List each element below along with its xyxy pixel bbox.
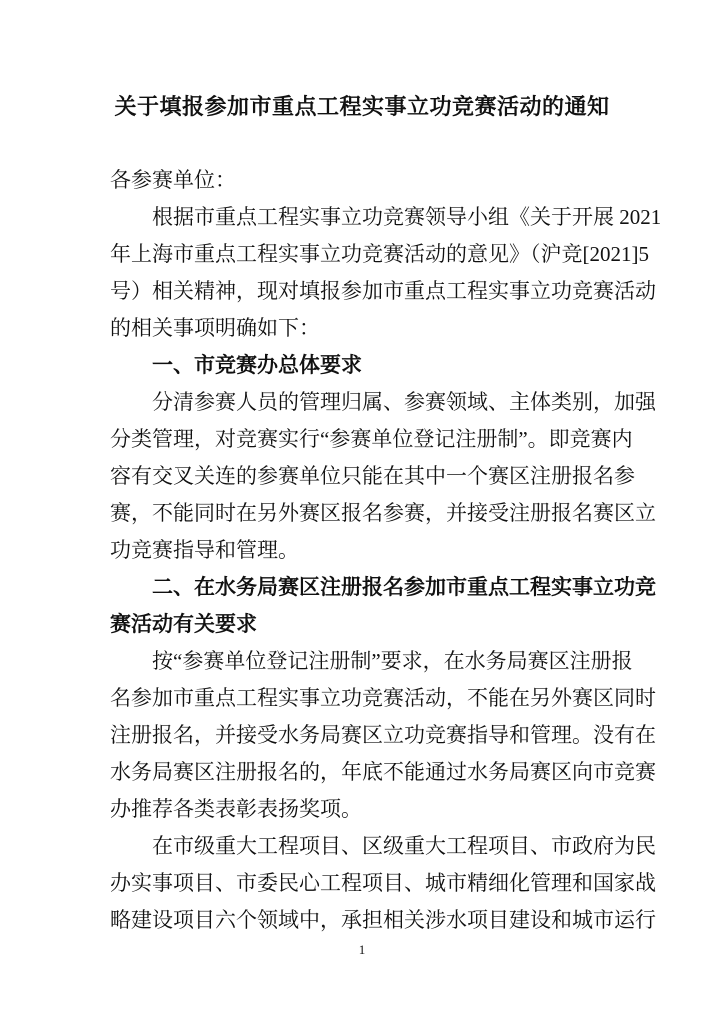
section-2-paragraph-1-line: 按“参赛单位登记注册制”要求，在水务局赛区注册报	[152, 649, 633, 673]
section-1-heading: 一、市竞赛办总体要求	[152, 354, 362, 377]
section-1-paragraph-line: 分类管理，对竞赛实行“参赛单位登记注册制”。即竞赛内	[110, 427, 633, 451]
intro-paragraph-line: 号）相关精神，现对填报参加市重点工程实事立功竞赛活动	[110, 279, 656, 303]
section-2-heading-line-2: 赛活动有关要求	[110, 613, 257, 636]
section-2-paragraph-2-line: 在市级重大工程项目、区级重大工程项目、市政府为民	[152, 834, 656, 858]
section-1-paragraph-line: 功竞赛指导和管理。	[110, 538, 299, 562]
salutation: 各参赛单位：	[110, 168, 236, 192]
section-2-paragraph-2-line: 略建设项目六个领域中，承担相关涉水项目建设和城市运行	[110, 908, 656, 932]
document-title: 关于填报参加市重点工程实事立功竞赛活动的通知	[114, 94, 610, 119]
section-2-paragraph-1-line: 注册报名，并接受水务局赛区立功竞赛指导和管理。没有在	[110, 723, 656, 747]
intro-paragraph-line: 根据市重点工程实事立功竞赛领导小组《关于开展 2021	[152, 205, 662, 229]
section-2-paragraph-1-line: 名参加市重点工程实事立功竞赛活动，不能在另外赛区同时	[110, 686, 656, 710]
page-number: 1	[358, 942, 366, 957]
section-2-paragraph-1-line: 办推荐各类表彰表扬奖项。	[110, 797, 362, 821]
section-1-paragraph-line: 容有交叉关连的参赛单位只能在其中一个赛区注册报名参	[110, 464, 635, 488]
section-1-paragraph-line: 赛，不能同时在另外赛区报名参赛，并接受注册报名赛区立	[110, 501, 656, 525]
section-2-paragraph-1-line: 水务局赛区注册报名的，年底不能通过水务局赛区向市竞赛	[110, 760, 656, 784]
section-2-paragraph-2-line: 办实事项目、市委民心工程项目、城市精细化管理和国家战	[110, 871, 656, 895]
intro-paragraph-line: 的相关事项明确如下：	[110, 316, 320, 340]
section-2-heading-line-1: 二、在水务局赛区注册报名参加市重点工程实事立功竞	[152, 576, 656, 599]
section-1-paragraph-line: 分清参赛人员的管理归属、参赛领域、主体类别，加强	[152, 390, 656, 414]
intro-paragraph-line: 年上海市重点工程实事立功竞赛活动的意见》（沪竞[2021]5	[110, 242, 649, 266]
